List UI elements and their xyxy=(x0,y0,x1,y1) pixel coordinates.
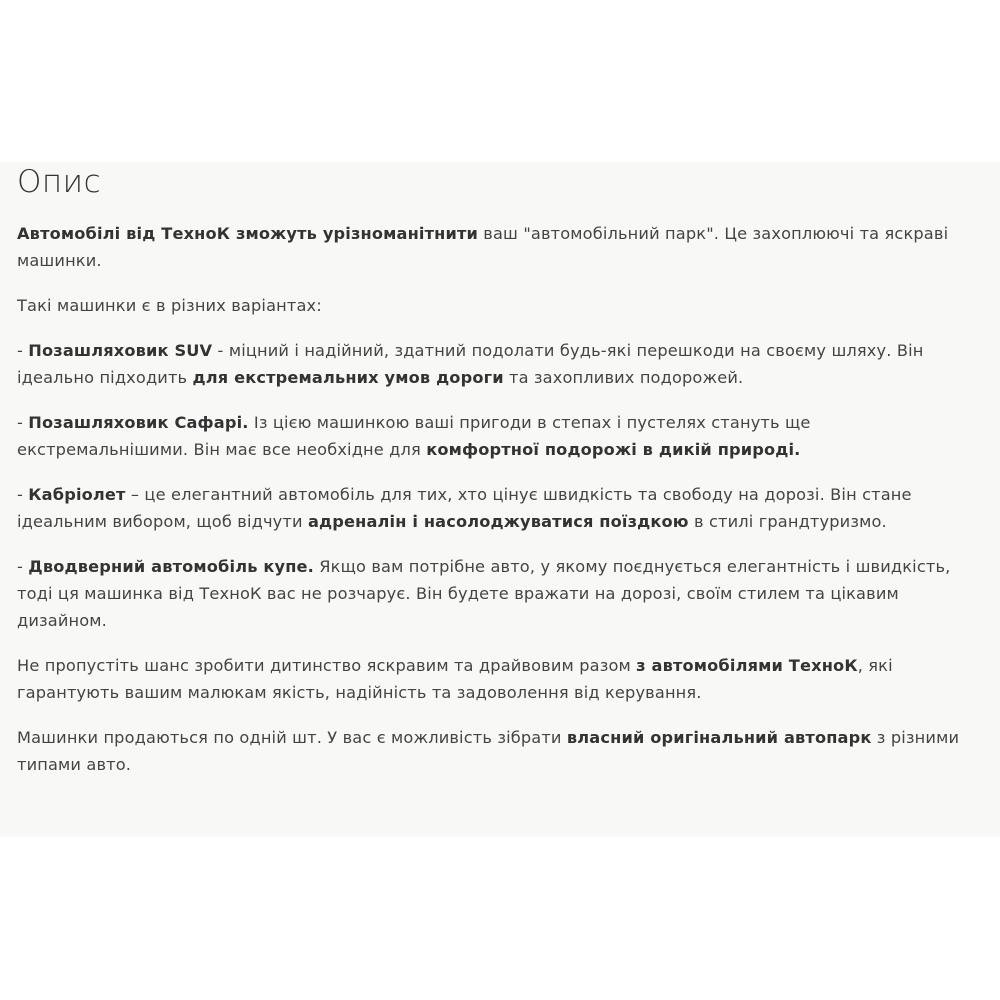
text-run: з автомобілями ТехноК xyxy=(636,656,858,675)
text-run: – це елегантний автомобіль для тих, хто цінує швидкість та свободу на дорозі. Він стане ідеальним вибором, щоб відчути xyxy=(17,485,912,531)
text-run: Якщо вам потрібне авто, у якому поєднується елегантність і швидкість, тоді ця машинка від ТехноК вас не розчарує. Він будете вражати на дорозі, своїм стилем та цікавим дизайном. xyxy=(17,557,951,630)
paragraph-coupe xyxy=(17,553,983,634)
paragraph-intro xyxy=(17,220,983,274)
paragraph-call-to-action xyxy=(17,652,983,706)
text-run: Не пропустіть шанс зробити дитинство яскравим та драйвовим разом xyxy=(17,656,637,675)
text-run: власний оригінальний автопарк xyxy=(566,728,872,747)
list-dash: - xyxy=(17,341,29,360)
variant-name: Дводверний автомобіль купе. xyxy=(28,557,314,576)
description-panel xyxy=(0,162,1000,837)
paragraph-sales-info xyxy=(17,724,983,778)
paragraph-cabriolet xyxy=(17,481,983,535)
variant-name: Позашляховик Сафарі. xyxy=(28,413,249,432)
text-run: в стилі грандтуризмо. xyxy=(688,512,887,531)
description-content xyxy=(17,220,983,778)
text-run: з різними типами авто. xyxy=(17,728,960,774)
list-dash: - xyxy=(17,557,29,576)
section-title: Опис xyxy=(17,164,102,200)
variant-name: Кабріолет xyxy=(28,485,126,504)
variant-name: Позашляховик SUV xyxy=(28,341,213,360)
list-dash: - xyxy=(17,413,29,432)
text-run: - міцний і надійний, здатний подолати будь-які перешкоди на своєму шляху. Він ідеально підходить xyxy=(17,341,924,387)
text-run: та захопливих подорожей. xyxy=(503,368,744,387)
text-run: Такі машинки є в різних варіантах: xyxy=(17,296,322,315)
paragraph-suv xyxy=(17,337,983,391)
text-run: Автомобілі від ТехноК зможуть урізноманітнити xyxy=(17,224,478,243)
text-run: адреналін і насолоджуватися поїздкою xyxy=(307,512,689,531)
text-run: , які гарантують вашим малюкам якість, надійність та задоволення від керування. xyxy=(17,656,893,702)
text-run: для екстремальних умов дороги xyxy=(192,368,504,387)
list-dash: - xyxy=(17,485,29,504)
text-run: Із цією машинкою ваші пригоди в степах і пустелях стануть ще екстремальнішими. Він має все необхідне для xyxy=(17,413,811,459)
paragraph-variants-heading xyxy=(17,292,983,319)
text-run: Машинки продаються по одній шт. У вас є можливість зібрати xyxy=(17,728,567,747)
paragraph-safari xyxy=(17,409,983,463)
text-run: комфортної подорожі в дикій природі. xyxy=(426,440,801,459)
text-run: ваш "автомобільний парк". Це захоплюючі та яскраві машинки. xyxy=(17,224,949,270)
